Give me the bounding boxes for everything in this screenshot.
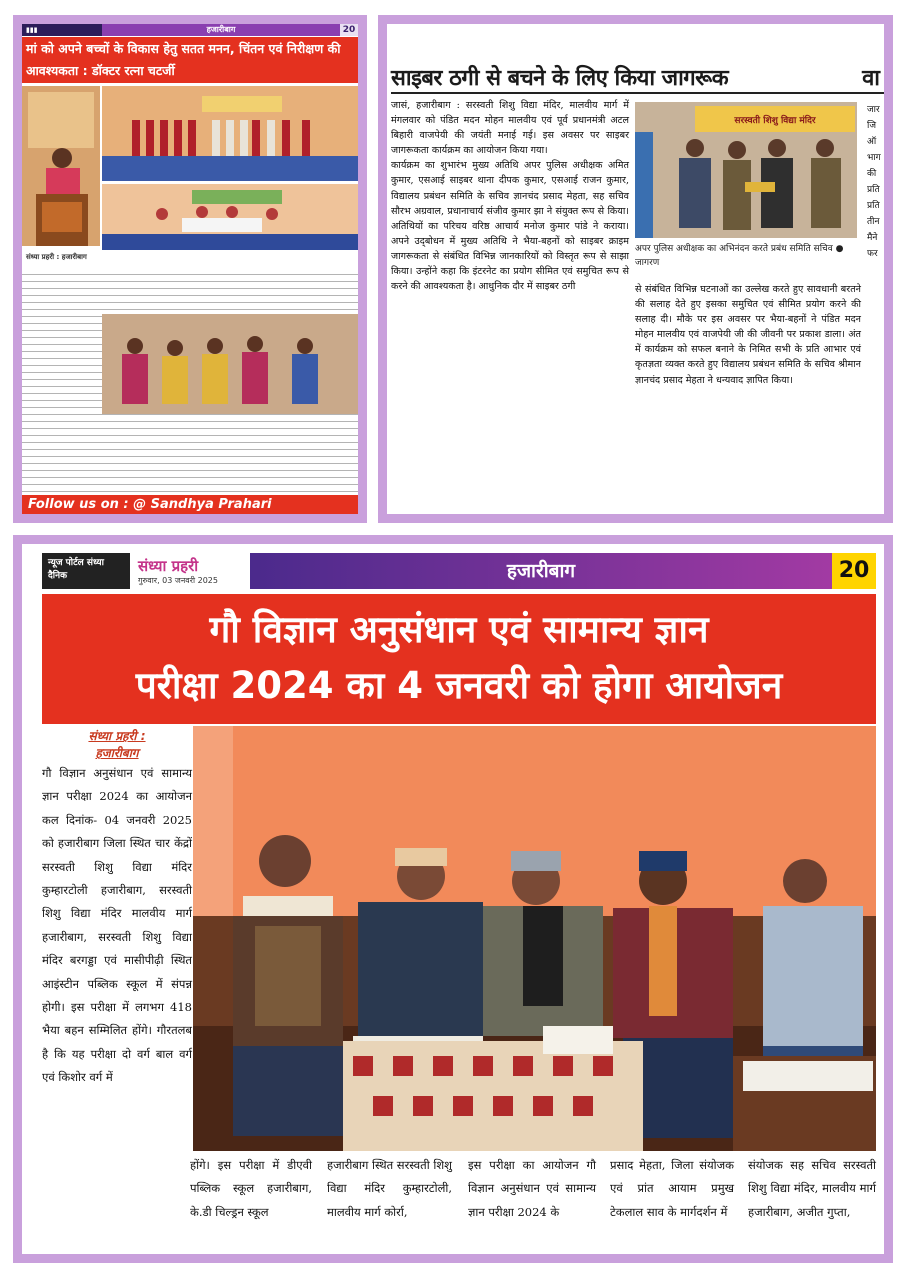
clip1-photo-audience-art bbox=[102, 314, 358, 414]
clip3-column-6: संयोजक सह सचिव सरस्वती शिशु विद्या मंदिर, मालवीय मार्ग हजारीबाग, अजीत गुप्ता, bbox=[748, 1158, 876, 1219]
clip1-photo-dais-art bbox=[102, 184, 358, 250]
news-clipping-1 bbox=[13, 15, 367, 523]
clip3-headline-line-2: परीक्षा 2024 का 4 जनवरी को होगा आयोजन bbox=[135, 664, 783, 707]
clip1-follow-banner: Follow us on : @ Sandhya Prahari bbox=[22, 495, 358, 514]
clip1-photo-stage-art bbox=[102, 86, 358, 181]
clip2-article-right: से संबंधित विभिन्न घटनाओं का उल्लेख करते हुए सावधानी बरतने की सलाह देते हुए इसका समुचित एवं सीमित प्रयोग करने की सलाह दी। मौके पर इस अवसर पर भैया-बहनों ने पंडित मदन मोहन मालवीय एवं वाजपेयी जी की जीवनी पर प्रकाश डाला। अंत में कार्यक्रम को सफल बनाने के निमित सभी के प्रति आभार एवं कृतज्ञता व्यक्त करते हुए विद्यालय प्रबंधन समिति के सचिव श्रीमान ज्ञानचंद प्रसाद मेहता ने धन्यवाद ज्ञापित किया। bbox=[635, 284, 861, 386]
clip1-headline: मां को अपने बच्चों के विकास हेतु सतत मनन, चिंतन एवं निरीक्षण की आवश्यकता : डॉक्टर रत्ना चटर्जी bbox=[22, 37, 358, 83]
clip1-photo-stage bbox=[102, 86, 358, 181]
clip3-byline-line-2: हजारीबाग bbox=[95, 746, 139, 760]
clip3-page-number: 20 bbox=[832, 553, 876, 589]
clip3-byline bbox=[42, 728, 192, 762]
clip2-photo-art bbox=[635, 102, 857, 238]
clip1-photo-audience bbox=[102, 314, 358, 414]
clip1-masthead bbox=[22, 24, 358, 36]
clip3-brand-title: संध्या प्रहरी bbox=[138, 556, 199, 575]
clip1-photo-speaker bbox=[22, 86, 100, 246]
clip3-section-title: हजारीबाग bbox=[250, 553, 832, 589]
clip3-brand bbox=[130, 553, 250, 589]
clip3-photo-art bbox=[193, 726, 876, 1151]
clip3-column-3: हजारीबाग स्थित सरस्वती शिशु विद्या मंदिर कुम्हारटोली, मालवीय मार्ग कोर्रा, bbox=[327, 1158, 452, 1219]
news-clipping-2 bbox=[378, 15, 893, 523]
clip3-column-5: प्रसाद मेहता, जिला संयोजक एवं प्रांत आयाम प्रमुख टेकलाल साव के मार्गदर्शन में bbox=[610, 1158, 734, 1219]
clip1-logo: ▮▮▮ bbox=[22, 24, 102, 36]
clip3-column-2: होंगे। इस परीक्षा में डीएवी पब्लिक स्कूल हजारीबाग, के.डी चिल्ड्रन स्कूल bbox=[190, 1158, 312, 1219]
clip3-portal-logo: न्यूज पोर्टल संध्या दैनिक bbox=[42, 553, 130, 589]
clip1-section-title: हजारीबाग bbox=[102, 24, 340, 36]
clip2-photo-caption: अपर पुलिस अधीक्षक का अभिनंदन करते प्रबंध समिति सचिव ● जागरण bbox=[635, 244, 844, 268]
clip2-article-left bbox=[391, 98, 629, 294]
clip2-paragraph-2: कार्यक्रम का शुभारंभ मुख्य अतिथि अपर पुलिस अधीक्षक अमित कुमार, एसआई साइबर थाना दीपक कुमार, एसआई राजन कुमार, विद्यालय प्रबंधन समिति के सचिव ज्ञानचंद प्रसाद मेहता, सह सचिव सौरभ अग्रवाल, प्रधानाचार्य संजीव कुमार झा ने संयुक्त रूप से किया। अतिथियों का परिचय वरिष्ठ आचार्य मनोज कुमार पांडे ने कराया। अपने उद्‌बोधन में मुख्य अतिथि ने भैया-बहनों को साइबर क्राइम जागरूकता से संबंधित विभिन्न जानकारियों को विस्तृत रूप से साझा किया। उन्होंने कहा कि इंटरनेट का प्रयोग सीमित एवं समुचित रूप से करने की आवश्यकता है। आधुनिक दौर में साइबर ठगी bbox=[391, 160, 629, 293]
clip3-masthead bbox=[42, 553, 876, 589]
clip3-headline-line-1: गौ विज्ञान अनुसंधान एवं सामान्य ज्ञान bbox=[209, 608, 709, 651]
clip2-photo bbox=[635, 102, 857, 238]
clip1-body bbox=[22, 250, 358, 505]
clip3-date: गुरुवार, 03 जनवरी 2025 bbox=[138, 575, 218, 585]
clip3-column-1: गौ विज्ञान अनुसंधान एवं सामान्य ज्ञान परीक्षा 2024 का आयोजन कल दिनांक- 04 जनवरी 2025 को हजारीबाग जिला स्थित चार केंद्रों सरस्वती शिशु विद्या मंदिर कुम्हारटोली हजारीबाग, सरस्वती शिशु विद्या मंदिर मालवीय मार्ग हजारीबाग, सरस्वती शिशु विद्या मंदिर बरगड्डा एवं मासीपीढ़ी स्थित आइंस्टीन पब्लिक स्कूल में संपन्न होगी। इस परीक्षा में लगभग 418 भैया बहन सम्मिलित होंगे। गौरतलब है कि यह परीक्षा दो वर्ग बाल वर्ग एवं किशोर वर्ग में bbox=[42, 766, 192, 1085]
clip1-photo-dais bbox=[102, 184, 358, 250]
clip2-rule bbox=[391, 92, 891, 94]
clip2-photo-banner-text: सरस्वती शिशु विद्या मंदिर bbox=[734, 116, 816, 126]
clip2-adjacent-column: जार जि ऑ भाग की प्रति प्रति तीन मैने फर bbox=[867, 105, 881, 259]
clip3-photo bbox=[193, 726, 876, 1151]
clip1-byline: संध्या प्रहरी : हजारीबाग bbox=[26, 253, 87, 261]
clip2-headline: साइबर ठगी से बचने के लिए किया जागरूक bbox=[391, 66, 729, 91]
clip3-column-4: इस परीक्षा का आयोजन गौ विज्ञान अनुसंधान एवं सामान्य ज्ञान परीक्षा 2024 के bbox=[468, 1158, 596, 1219]
news-clipping-3 bbox=[13, 535, 893, 1263]
clip2-adjacent-headline: वा bbox=[862, 66, 880, 91]
clip3-byline-line-1: संध्या प्रहरी : bbox=[88, 729, 146, 743]
clip1-page-number: 20 bbox=[342, 25, 356, 35]
clip2-paragraph-1: जासं, हजारीबाग : सरस्वती शिशु विद्या मंदिर, मालवीय मार्ग में मंगलवार को पंडित मदन मोहन मालवीय एवं पूर्व प्रधानमंत्री अटल बिहारी वाजपेयी की जयंती मनाई गई। इस अवसर पर साइबर जागरूकता कार्यक्रम का आयोजन किया गया। bbox=[391, 100, 629, 157]
clip1-photo-speaker-art bbox=[22, 86, 100, 246]
clip3-headline bbox=[42, 594, 876, 724]
